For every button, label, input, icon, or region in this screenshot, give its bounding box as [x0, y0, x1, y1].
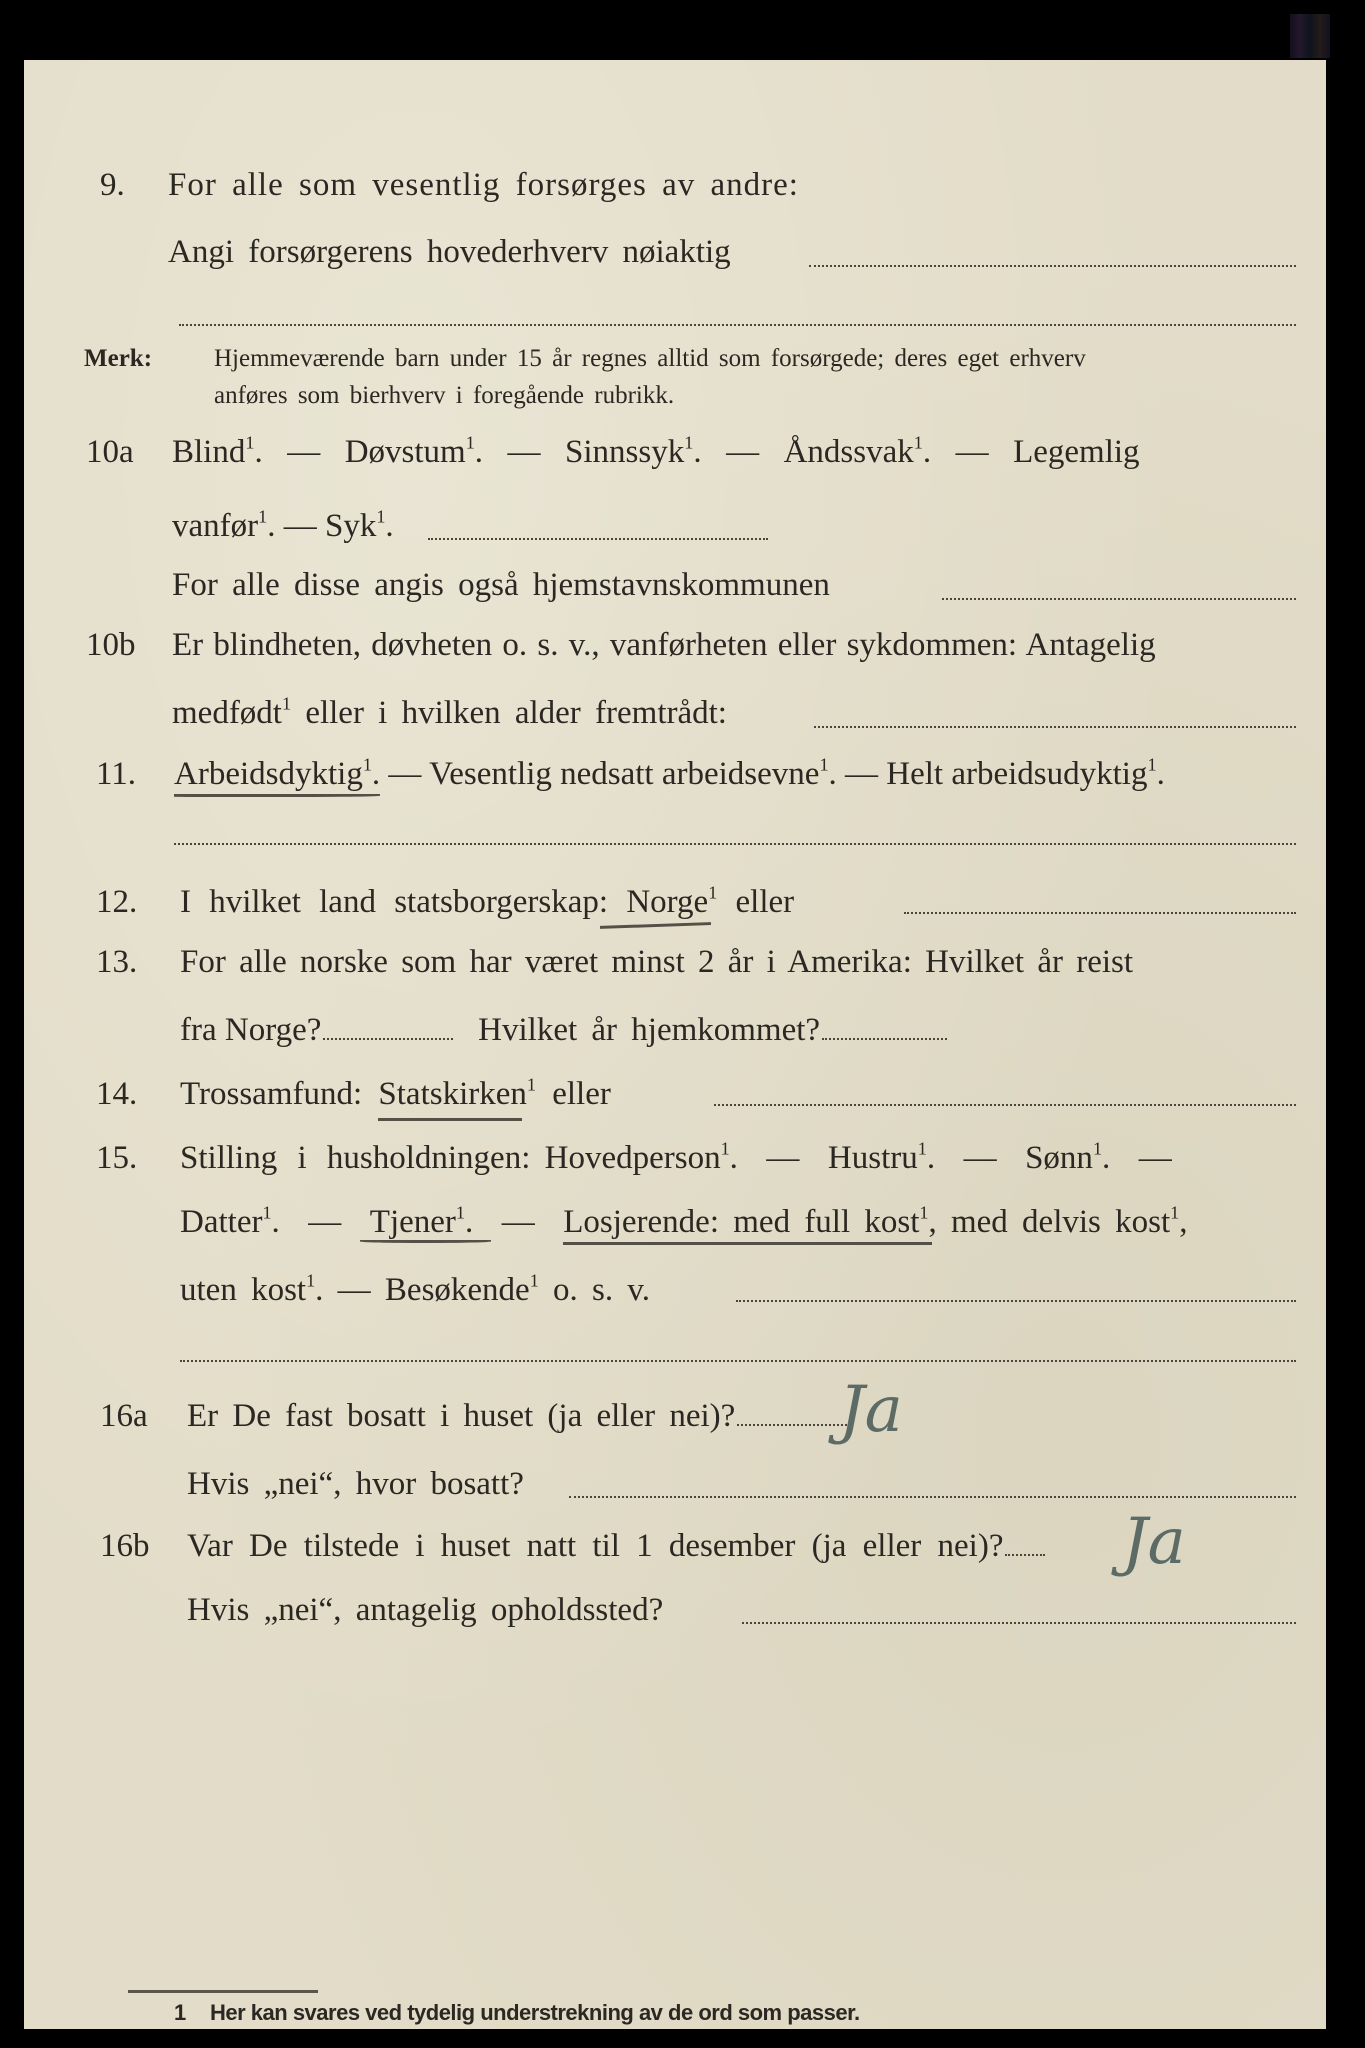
item-10a-line-2 — [172, 506, 394, 546]
merk-label — [84, 343, 152, 375]
item-10a-line-1 — [172, 432, 1140, 472]
option-uten-kost[interactable]: uten kost$^1$. — [180, 1270, 324, 1308]
footnote-mark: 1 — [174, 2000, 186, 2025]
opholdssted-field[interactable] — [742, 1622, 1296, 1624]
option-hustru[interactable]: Hustru$^1$. — [827, 1138, 936, 1176]
hvor-bosatt-field[interactable] — [569, 1496, 1296, 1498]
pencil-underline — [378, 1118, 522, 1121]
item-10b-alder-label: eller i hvilken alder fremtrådt: — [291, 695, 727, 731]
item-15-line-1: Stilling i husholdningen: Hovedperson$^1$. — Hustru$^1$. — Sønn$^1$. — — [180, 1138, 1172, 1176]
item-9-label-text: Angi forsørgerens hovederhverv nøiaktig — [168, 234, 731, 270]
item-10a-line-3: For alle disse angis også hjemstavnskommunen — [172, 567, 830, 603]
item-12-number: 12. — [96, 884, 138, 920]
merk-label-text: Merk: — [84, 345, 153, 372]
item-12-label: I hvilket land statsborgerskap: — [180, 884, 609, 920]
merk-line-1: Hjemmeværende barn under 15 år regnes alltid som forsørgede; deres eget erhverv — [214, 345, 1086, 372]
option-norge[interactable]: Norge$^1$ — [626, 884, 717, 920]
fast-bosatt-field[interactable] — [737, 1424, 847, 1426]
option-vanfor[interactable]: vanfør$^1$. — [172, 506, 276, 544]
item-13-number: 13. — [96, 944, 138, 980]
census-form-page — [24, 60, 1326, 2029]
item-11-number: 11. — [96, 756, 137, 792]
item-15-answer-field-2[interactable] — [180, 1360, 1296, 1362]
item-14-eller: eller — [552, 1076, 611, 1112]
item-10b-answer-field[interactable] — [814, 726, 1296, 728]
item-16a-line-1 — [187, 1396, 847, 1436]
scan-artifact — [1290, 14, 1330, 58]
item-13-line-2 — [180, 1010, 947, 1050]
option-vesentlig-nedsatt[interactable]: Vesentlig nedsatt arbeidsevne$^1$ — [429, 754, 829, 792]
option-sonn[interactable]: Sønn$^1$. — [1025, 1138, 1111, 1176]
option-helt-arbeidsudyktig[interactable]: Helt arbeidsudyktig$^1$ — [886, 754, 1157, 792]
option-losjerende-med-full-kost[interactable]: Losjerende: med full kost$^1$ — [563, 1204, 928, 1240]
item-9-answer-field[interactable] — [809, 265, 1296, 267]
item-12-eller: eller — [735, 884, 795, 920]
handwritten-answer-16a: Ja — [839, 1373, 903, 1447]
reist-label: fra Norge? — [180, 1012, 322, 1048]
item-16b-line-1 — [187, 1526, 1045, 1566]
option-medfodt[interactable]: medfødt$^1$ — [172, 693, 292, 731]
pencil-underline — [563, 1242, 932, 1245]
option-legemlig[interactable]: Legemlig — [1013, 434, 1140, 470]
item-11-answer-field[interactable] — [174, 843, 1296, 845]
item-16a-line-2: Hvis „nei“, hvor bosatt? — [187, 1466, 524, 1502]
item-11-line: Arbeidsdyktig$^1$ . — Vesentlig nedsatt arbeidsevne$^1$. — Helt arbeidsudyktig$^1$. — [174, 754, 1165, 794]
option-dovstum[interactable]: Døvstum$^1$. — [344, 432, 484, 470]
item-16a-number: 16a — [100, 1398, 148, 1434]
item-15-answer-field[interactable] — [736, 1300, 1296, 1302]
fast-bosatt-label: Er De fast bosatt i huset (ja eller nei)? — [187, 1398, 736, 1434]
item-10b-line-2 — [172, 693, 727, 733]
osv: o. s. v. — [553, 1272, 650, 1308]
option-hovedperson[interactable]: Hovedperson$^1$. — [544, 1138, 738, 1176]
item-15-line-3: uten kost$^1$. — Besøkende$^1$ o. s. v. — [180, 1270, 650, 1308]
dash: — — [287, 434, 321, 470]
pencil-underline — [600, 922, 711, 929]
footnote — [174, 2000, 860, 2026]
item-13-line-1: For alle norske som har været minst 2 år i Amerika: Hvilket år reist — [180, 944, 1134, 980]
item-10a-number: 10a — [86, 434, 134, 470]
item-14-line — [180, 1074, 611, 1114]
item-12-line — [180, 882, 794, 922]
footnote-text: Her kan svares ved tydelig understrekning av de ord som passer. — [210, 2000, 860, 2025]
dash: — — [507, 434, 541, 470]
option-delvis-kost[interactable]: med delvis kost$^1$ — [950, 1202, 1180, 1240]
option-statskirken[interactable]: Statskirken$^1$ — [378, 1076, 536, 1112]
item-15-line-2: Datter$^1$. — Tjener$^1$. — Losjerende: med full kost$^1$ , med delvis kost$^1$, — [180, 1202, 1187, 1242]
merk-line-2: anføres som bierhverv i foregående rubrikk. — [214, 382, 675, 409]
stilling-label: Stilling i husholdningen: — [180, 1140, 531, 1176]
dash: — — [955, 434, 989, 470]
item-14-number: 14. — [96, 1076, 138, 1112]
item-9-answer-field-2[interactable] — [179, 324, 1296, 326]
option-syk[interactable]: Syk$^1$. — [324, 506, 394, 544]
item-10b-line-1: Er blindheten, døvheten o. s. v., vanførheten eller sykdommen: Antagelig — [172, 627, 1156, 663]
option-andssvak[interactable]: Åndssvak$^1$. — [783, 432, 932, 470]
dash: — — [283, 508, 317, 544]
item-16b-number: 16b — [100, 1528, 150, 1564]
pencil-bracket — [360, 1240, 491, 1243]
item-10a-answer-field[interactable] — [428, 538, 768, 540]
tilstede-label: Var De tilstede i huset natt til 1 desember (ja eller nei)? — [187, 1528, 1004, 1564]
hjemstavnskommune-field[interactable] — [942, 598, 1296, 600]
handwritten-answer-16b: Ja — [1122, 1505, 1186, 1579]
option-arbeidsdyktig[interactable]: Arbeidsdyktig$^1$ — [174, 756, 372, 792]
item-9-label — [168, 232, 731, 272]
tilstede-field[interactable] — [1005, 1554, 1045, 1556]
item-9-question: For alle som vesentlig forsørges av andre: — [168, 167, 799, 203]
pencil-underline — [174, 794, 380, 797]
reist-year-field[interactable] — [323, 1038, 453, 1040]
item-12-answer-field[interactable] — [904, 912, 1296, 914]
dash: — — [726, 434, 760, 470]
option-tjener[interactable]: Tjener$^1$. — [370, 1204, 473, 1240]
item-16b-line-2: Hvis „nei“, antagelig opholdssted? — [187, 1592, 664, 1628]
hjemkommet-year-field[interactable] — [822, 1038, 947, 1040]
item-9-number: 9. — [100, 167, 125, 203]
option-datter[interactable]: Datter$^1$. — [180, 1202, 280, 1240]
item-14-answer-field[interactable] — [714, 1104, 1296, 1106]
footnote-rule — [128, 1990, 318, 1993]
option-sinnssyk[interactable]: Sinnssyk$^1$. — [565, 432, 702, 470]
option-blind[interactable]: Blind$^1$. — [172, 432, 263, 470]
option-besokende[interactable]: Besøkende$^1$ — [384, 1270, 539, 1308]
item-15-number: 15. — [96, 1140, 138, 1176]
item-10b-number: 10b — [86, 627, 136, 663]
hjemkommet-label: Hvilket år hjemkommet? — [478, 1012, 821, 1048]
trossamfund-label: Trossamfund: — [180, 1076, 363, 1112]
